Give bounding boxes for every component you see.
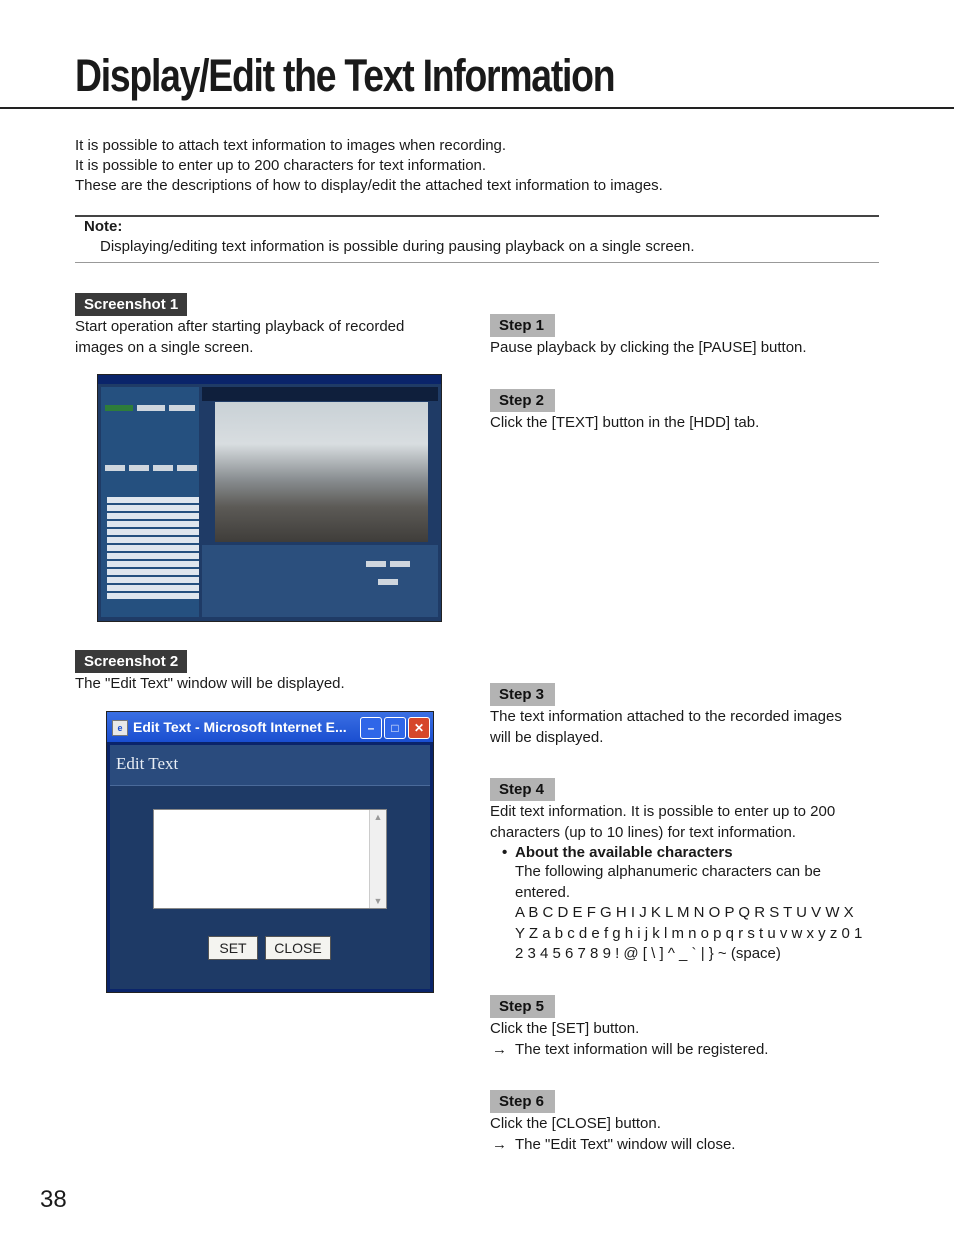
arrow-icon: → xyxy=(492,1136,507,1153)
log-button xyxy=(105,465,125,471)
note-text: Displaying/editing text information is possible during pausing playback on a single screen. xyxy=(100,238,695,255)
log-row xyxy=(107,585,199,591)
control-tab xyxy=(105,405,133,411)
caption-line: images on a single screen. xyxy=(75,339,254,356)
text-button xyxy=(378,579,398,585)
intro-line: It is possible to enter up to 200 characters for text information. xyxy=(75,157,487,174)
window-title: Edit Text - Microsoft Internet E... xyxy=(133,719,347,735)
screenshot1-label: Screenshot 1 xyxy=(75,293,187,316)
close-icon[interactable]: ✕ xyxy=(408,717,430,739)
title-rule xyxy=(0,107,954,109)
log-button xyxy=(177,465,197,471)
step-label: Step 6 xyxy=(490,1090,555,1113)
screenshot1-caption xyxy=(75,316,404,358)
step-text: Click the [TEXT] button in the [HDD] tab. xyxy=(490,414,760,431)
download-button xyxy=(366,561,386,567)
step-line: will be displayed. xyxy=(490,729,604,746)
step-label: Step 1 xyxy=(490,314,555,337)
status-header xyxy=(202,387,438,401)
log-row xyxy=(107,561,199,567)
text-input-area[interactable] xyxy=(153,809,387,909)
log-row xyxy=(107,505,199,511)
step-text: Click the [CLOSE] button. xyxy=(490,1115,661,1132)
ie-icon: e xyxy=(112,720,128,736)
intro-line: It is possible to attach text information to images when recording. xyxy=(75,137,507,154)
log-button xyxy=(153,465,173,471)
browser-titlebar xyxy=(98,375,442,384)
window-titlebar xyxy=(107,712,433,742)
step-line: The text information attached to the recorded images xyxy=(490,708,842,725)
step-result: The text information will be registered. xyxy=(515,1041,769,1058)
log-row xyxy=(107,537,199,543)
camera-image xyxy=(215,402,428,542)
screenshot2-label: Screenshot 2 xyxy=(75,650,187,673)
maximize-icon[interactable]: □ xyxy=(384,717,406,739)
log-row xyxy=(107,545,199,551)
log-row xyxy=(107,553,199,559)
log-row xyxy=(107,521,199,527)
log-row xyxy=(107,497,199,503)
screenshot1-image xyxy=(97,374,442,622)
viewer-button xyxy=(390,561,410,567)
step-label: Step 2 xyxy=(490,389,555,412)
intro-line: These are the descriptions of how to display/edit the attached text information to images. xyxy=(75,177,663,194)
log-row xyxy=(107,529,199,535)
step-label: Step 5 xyxy=(490,995,555,1018)
scrollbar[interactable] xyxy=(369,810,386,908)
cam-select-tab xyxy=(137,405,165,411)
arrow-icon: → xyxy=(492,1041,507,1058)
screenshot2-caption: The "Edit Text" window will be displayed. xyxy=(75,675,345,692)
bullet-line: Y Z a b c d e f g h i j k l m n o p q r s t u v w x y z 0 1 xyxy=(515,924,863,942)
step-label: Step 3 xyxy=(490,683,555,706)
step-result: The "Edit Text" window will close. xyxy=(515,1136,736,1153)
step-text: Click the [SET] button. xyxy=(490,1020,640,1037)
bullet-dot: • xyxy=(502,844,508,861)
page-number: 38 xyxy=(40,1186,67,1213)
step-text xyxy=(490,801,835,843)
bullet-line: entered. xyxy=(515,883,571,901)
log-row xyxy=(107,513,199,519)
bullet-line: 2 3 4 5 6 7 8 9 ! @ [ \ ] ^ _ ` | } ~ (space) xyxy=(515,945,781,962)
step-line: characters (up to 10 lines) for text information. xyxy=(490,824,796,841)
window-heading: Edit Text xyxy=(116,754,179,773)
bullet-title: About the available characters xyxy=(515,844,733,861)
log-row xyxy=(107,593,199,599)
log-row xyxy=(107,569,199,575)
window-body xyxy=(110,745,430,989)
bullet-line: The following alphanumeric characters can be xyxy=(515,863,821,880)
note-label: Note: xyxy=(84,218,123,235)
intro-text xyxy=(75,136,663,196)
bullet-text xyxy=(515,862,862,965)
edit-text-window xyxy=(106,711,434,993)
caption-line: Start operation after starting playback of recorded xyxy=(75,318,405,335)
scroll-down-icon[interactable]: ▼ xyxy=(373,896,383,906)
control-panel xyxy=(101,387,199,617)
window-heading-bar xyxy=(110,745,430,786)
bullet-line: A B C D E F G H I J K L M N O P Q R S T U V W X xyxy=(515,904,854,921)
step-text: Pause playback by clicking the [PAUSE] button. xyxy=(490,339,807,356)
scroll-up-icon[interactable]: ▲ xyxy=(373,812,383,822)
log-row xyxy=(107,577,199,583)
setup-tab xyxy=(169,405,195,411)
log-button xyxy=(129,465,149,471)
close-button[interactable]: CLOSE xyxy=(265,936,331,960)
minimize-icon[interactable]: – xyxy=(360,717,382,739)
page-title: Display/Edit the Text Information xyxy=(75,50,615,101)
playback-controls xyxy=(202,545,438,617)
step-line: Edit text information. It is possible to enter up to 200 xyxy=(490,803,836,820)
step-label: Step 4 xyxy=(490,778,555,801)
step-text xyxy=(490,706,842,748)
set-button[interactable]: SET xyxy=(208,936,258,960)
